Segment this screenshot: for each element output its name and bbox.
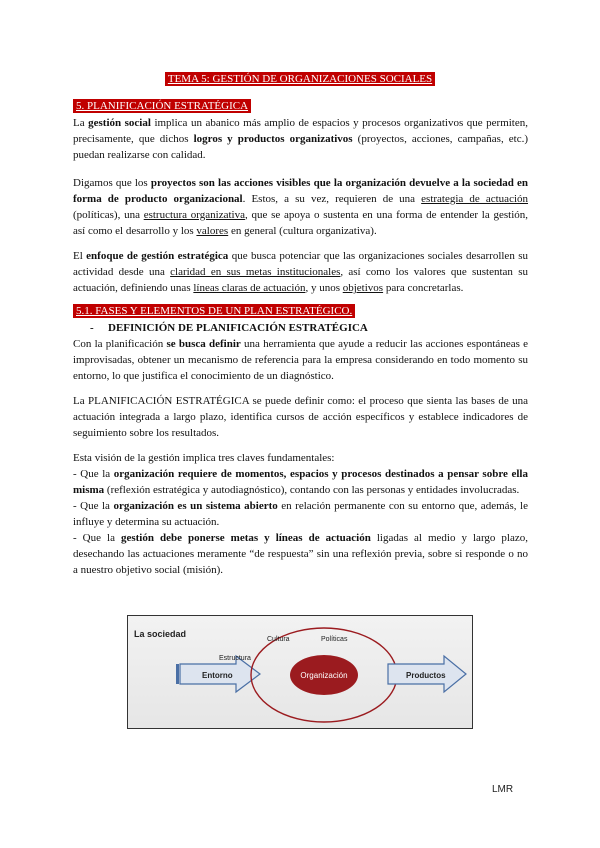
productos-label: Productos xyxy=(406,671,446,680)
section-5-heading: 5. PLANIFICACIÓN ESTRATÉGICA xyxy=(73,100,251,112)
organization-label: Organización xyxy=(300,671,348,680)
diagram-svg xyxy=(128,616,472,728)
title-highlight: TEMA 5: GESTIÓN DE ORGANIZACIONES SOCIALES xyxy=(165,72,435,86)
section-5-paragraph-3: El enfoque de gestión estratégica que busca potenciar que las organizaciones sociales desarrollen su actividad desde una claridad en sus metas institucionales, así como los valores que sustentan su actuación, definiendo unas líneas claras de actuación, y unos objetivos para concretarlas. xyxy=(73,250,528,294)
cultura-label: Cultura xyxy=(267,636,290,643)
section-5-paragraph-2: Digamos que los proyectos son las acciones visibles que la organización devuelve a la sociedad en forma de producto organizacional. Estos, a su vez, requieren de una estrategia de actuación (políticas), una estructura organizativa, que se apoya o sustenta en una forma de entender la gestión, así como el desarrollo y los valores en general (cultura organizativa). xyxy=(73,177,529,237)
footer-initials: LMR xyxy=(492,784,514,795)
key-point-1: - Que la organización requiere de momentos, espacios y procesos destinados a pensar sobre ella misma (reflexión estratégica y autodiagnóstico), contando con las personas y entidades involucradas. xyxy=(73,468,528,496)
politicas-label: Políticas xyxy=(321,636,348,643)
keys-intro: Esta visión de la gestión implica tres claves fundamentales: xyxy=(73,452,335,464)
section-5-1-heading: 5.1. FASES Y ELEMENTOS DE UN PLAN ESTRATÉGICO. xyxy=(73,305,355,317)
key-point-2: - Que la organización es un sistema abierto en relación permanente con su entorno que, además, le influye y determina su actuación. xyxy=(73,500,528,528)
estructura-label: Estructura xyxy=(219,655,251,662)
society-label: La sociedad xyxy=(134,629,187,639)
entorno-arrow-tick xyxy=(176,664,179,684)
section-5-1-paragraph-1: Con la planificación se busca definir una herramienta que ayude a reducir las acciones espontáneas e improvisadas, obtener un mecanismo de referencia para la empresa considerando en todo momento su entorno, lo que justifica el conocimiento de un diagnóstico. xyxy=(73,338,528,382)
section-5-1-paragraph-2: La PLANIFICACIÓN ESTRATÉGICA se puede definir como: el proceso que sienta las bases de una actuación integrada a largo plazo, identifica cursos de acción específicos y establece indicadores de seguimiento sobre los resultados. xyxy=(73,395,528,439)
section-5-paragraph-1: La gestión social implica un abanico más amplio de espacios y procesos organizativos que permiten, precisamente, que dichos logros y productos organizativos (proyectos, acciones, campañas, etc.) puedan realizarse con calidad. xyxy=(73,117,528,161)
key-point-3: - Que la gestión debe ponerse metas y líneas de actuación ligadas al medio y largo plazo, desechando las actuaciones meramente “de respuesta” sin una reflexión previa, sobre si responde o no a nuestro objetivo social (misión). xyxy=(73,532,528,576)
document-title xyxy=(0,73,600,85)
entorno-label: Entorno xyxy=(202,671,233,680)
organization-diagram xyxy=(127,615,473,729)
subsection-bullet: - DEFINICIÓN DE PLANIFICACIÓN ESTRATÉGICA xyxy=(90,322,368,334)
